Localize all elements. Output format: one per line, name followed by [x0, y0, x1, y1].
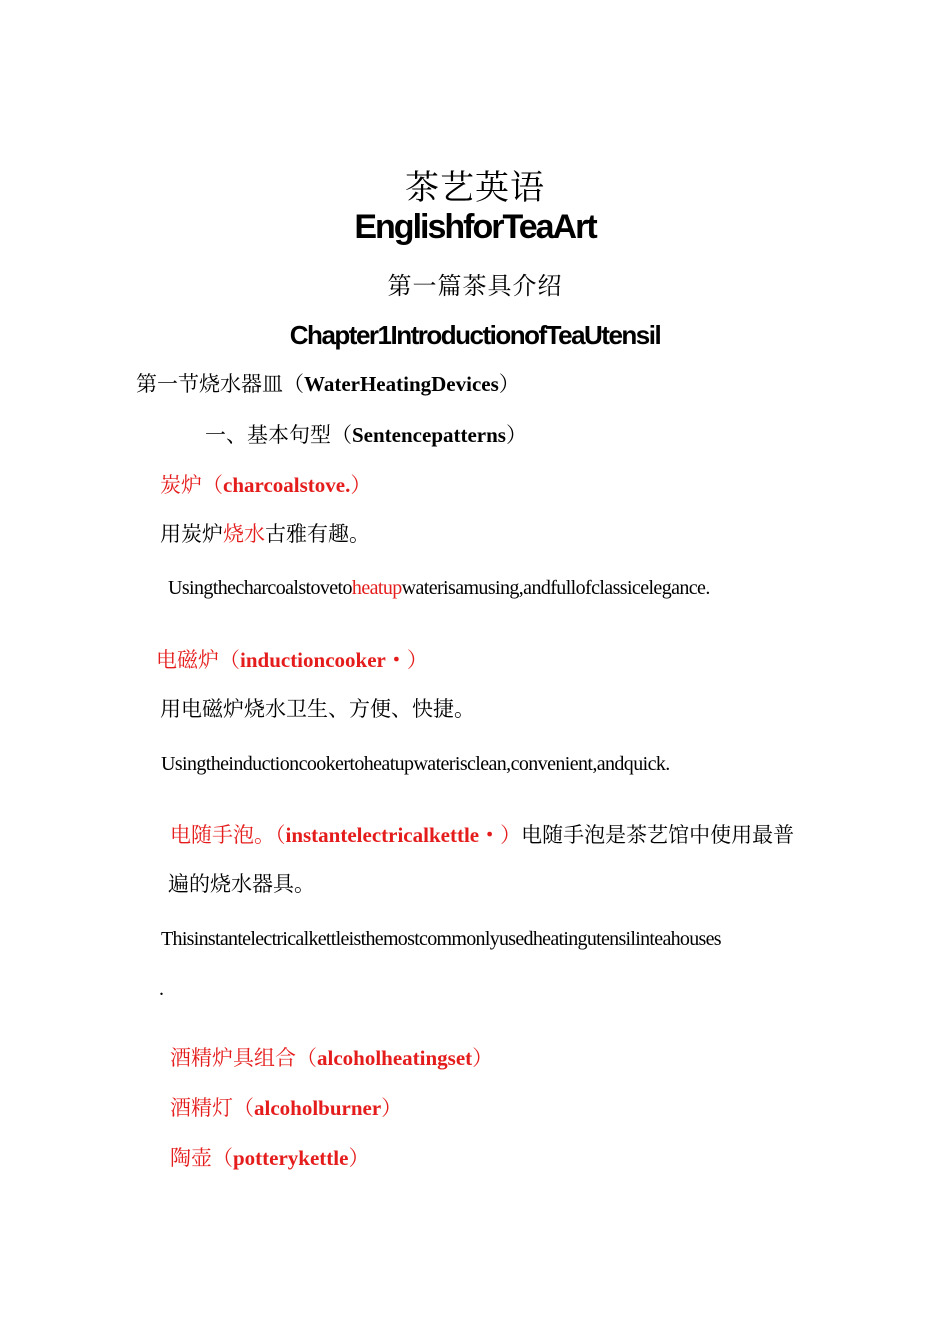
term-close: ） — [472, 1046, 494, 1070]
title-chinese: 茶艺英语 — [405, 170, 545, 207]
sentence-cn-highlight: 烧水 — [223, 522, 265, 546]
term-charcoal-stove — [160, 469, 371, 499]
term-en: instantelectricalkettle・ — [285, 823, 501, 847]
term-open: （ — [233, 1096, 254, 1120]
sentence-cn-charcoal — [160, 518, 370, 548]
section-heading-cn: 第一节烧水器皿 — [136, 372, 283, 396]
sentence-en-instant: Thisinstantelectricalkettleisthemostcommonlyusedheatingutensilinteahouses — [161, 928, 721, 950]
term-en: charcoalstove. — [223, 473, 351, 497]
term-en: inductioncooker・ — [240, 648, 407, 672]
sentence-en-part: Usingthecharcoalstoveto — [168, 577, 352, 599]
term-cn: 电随手泡。 — [170, 823, 275, 847]
term-cn: 炭炉 — [160, 473, 202, 497]
term-cn: 电磁炉 — [156, 648, 219, 672]
subsection-heading-close: ） — [505, 423, 527, 447]
chapter-title-english: Chapter1IntroductionofTeaUtensil — [289, 320, 661, 350]
sentence-en-charcoal — [168, 577, 710, 600]
term-open: （ — [212, 1146, 233, 1170]
subsection-heading — [205, 419, 527, 449]
sentence-cn-part: 用炭炉 — [160, 522, 223, 546]
term-en: alcoholburner — [254, 1096, 382, 1120]
term-open: （ — [275, 823, 286, 847]
term-close: ） — [500, 823, 522, 847]
sentence-cn-induction: 用电磁炉烧水卫生、方便、快捷。 — [160, 697, 475, 721]
term-alcohol-heating-set — [170, 1042, 493, 1072]
subsection-heading-cn: 一、基本句型 — [205, 423, 331, 447]
title-english: EnglishforTeaArt — [354, 208, 596, 246]
sentence-cn-part: 古雅有趣。 — [265, 522, 370, 546]
term-en: alcoholheatingset — [317, 1046, 473, 1070]
sentence-en-part: waterisamusing,andfullofclassicelegance. — [401, 577, 710, 599]
term-alcohol-burner — [170, 1092, 402, 1122]
section-heading-en: WaterHeatingDevices — [304, 372, 499, 396]
section-heading-close: ） — [498, 372, 520, 396]
term-open: （ — [296, 1046, 317, 1070]
term-instant-kettle — [170, 819, 794, 849]
term-cn: 酒精炉具组合 — [170, 1046, 296, 1070]
term-open: （ — [219, 648, 240, 672]
term-cn: 陶壶 — [170, 1146, 212, 1170]
term-close: ） — [348, 1146, 370, 1170]
sentence-en-highlight: heatup — [351, 577, 402, 599]
term-pottery-kettle — [170, 1142, 369, 1172]
section-heading-open: （ — [283, 372, 304, 396]
sentence-cn-instant-line2: 遍的烧水器具。 — [168, 872, 315, 896]
term-en: potterykettle — [233, 1146, 349, 1170]
term-open: （ — [202, 473, 223, 497]
section-heading — [136, 368, 520, 398]
term-close: ） — [381, 1096, 403, 1120]
term-induction-cooker — [156, 644, 428, 674]
term-cn: 酒精灯 — [170, 1096, 233, 1120]
term-close: ） — [406, 648, 428, 672]
term-close: ） — [350, 473, 372, 497]
sentence-cn-instant-line1: 电随手泡是茶艺馆中使用最普 — [521, 823, 795, 847]
part-title-chinese: 第一篇茶具介绍 — [387, 274, 563, 300]
sentence-en-instant-end: . — [159, 978, 164, 1000]
subsection-heading-en: Sentencepatterns — [352, 423, 506, 447]
sentence-en-induction: Usingtheinductioncookertoheatupwaterisclean,convenient,andquick. — [161, 753, 670, 775]
subsection-heading-open: （ — [331, 423, 352, 447]
